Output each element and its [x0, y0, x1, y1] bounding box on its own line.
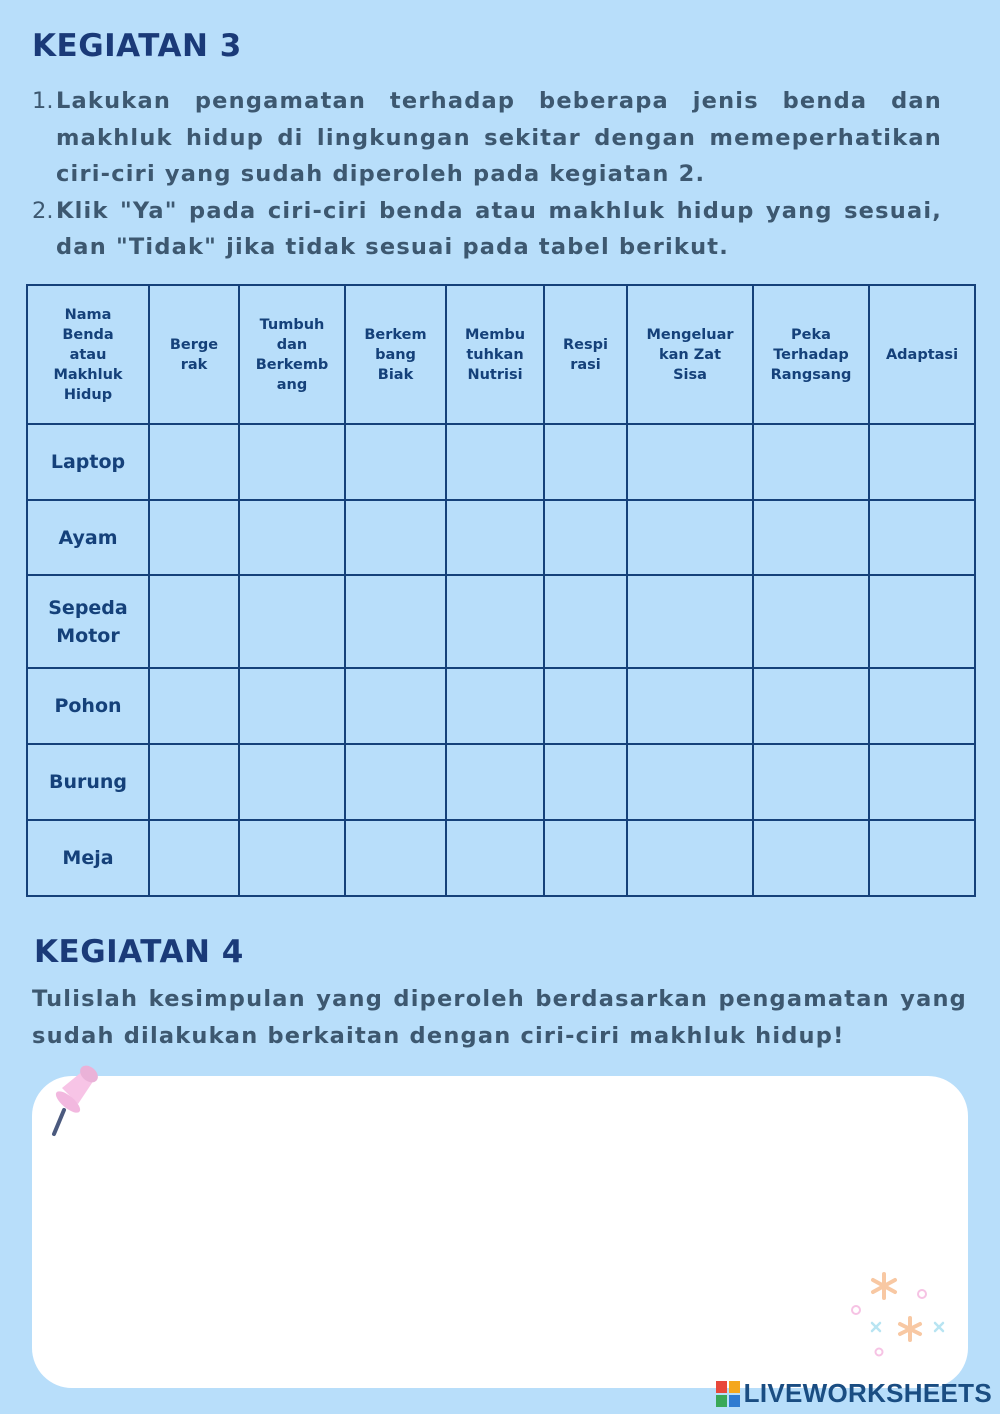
instruction-number: 2.: [32, 197, 54, 224]
header-name: Nama Benda atau Makhluk Hidup: [27, 285, 149, 424]
answer-cell[interactable]: [544, 744, 627, 820]
instruction-text: Lakukan pengamatan terhadap beberapa jenis benda dan makhluk hidup di lingkungan sekitar dengan memeperhatikan ciri-ciri yang sudah diperoleh pada kegiatan 2.: [56, 88, 942, 187]
instruction-item: [32, 83, 942, 193]
instruction-list: [32, 83, 942, 266]
row-label: Laptop: [27, 424, 149, 500]
answer-cell[interactable]: [753, 424, 869, 500]
instruction-item: [32, 193, 942, 266]
answer-cell[interactable]: [869, 820, 975, 896]
answer-cell[interactable]: [239, 744, 345, 820]
answer-cell[interactable]: [869, 668, 975, 744]
liveworksheets-logo: [716, 1378, 992, 1409]
answer-cell[interactable]: [753, 668, 869, 744]
row-label: Ayam: [27, 500, 149, 575]
answer-cell[interactable]: [446, 820, 544, 896]
header-rangsang: Peka Terhadap Rangsang: [753, 285, 869, 424]
answer-cell[interactable]: [627, 668, 753, 744]
table-row: [27, 575, 975, 668]
answer-cell[interactable]: [149, 820, 239, 896]
header-bergerak: Berge rak: [149, 285, 239, 424]
answer-cell[interactable]: [869, 424, 975, 500]
answer-cell[interactable]: [869, 575, 975, 668]
table-row: [27, 668, 975, 744]
answer-cell[interactable]: [627, 744, 753, 820]
answer-cell[interactable]: [149, 668, 239, 744]
observation-table: [26, 284, 976, 897]
header-berkembang-biak: Berkem bang Biak: [345, 285, 446, 424]
answer-cell[interactable]: [446, 500, 544, 575]
kegiatan-4-title: KEGIATAN 4: [34, 934, 244, 970]
answer-cell[interactable]: [345, 500, 446, 575]
answer-cell[interactable]: [446, 424, 544, 500]
answer-cell[interactable]: [239, 424, 345, 500]
answer-cell[interactable]: [345, 820, 446, 896]
answer-cell[interactable]: [345, 424, 446, 500]
instruction-number: 1.: [32, 88, 54, 114]
answer-cell[interactable]: [345, 575, 446, 668]
answer-cell[interactable]: [627, 820, 753, 896]
row-label: Pohon: [27, 668, 149, 744]
conclusion-answer-input[interactable]: [32, 1076, 968, 1388]
answer-cell[interactable]: [544, 500, 627, 575]
answer-cell[interactable]: [239, 668, 345, 744]
answer-cell[interactable]: [149, 424, 239, 500]
answer-cell[interactable]: [869, 744, 975, 820]
header-respirasi: Respi rasi: [544, 285, 627, 424]
row-label: Sepeda Motor: [27, 575, 149, 668]
instruction-text: Klik "Ya" pada ciri-ciri benda atau makhluk hidup yang sesuai, dan "Tidak" jika tidak sesuai pada tabel berikut.: [56, 197, 942, 260]
table-row: [27, 500, 975, 575]
header-adaptasi: Adaptasi: [869, 285, 975, 424]
answer-cell[interactable]: [869, 500, 975, 575]
sparkle-decoration-icon: [846, 1268, 956, 1358]
table-row: [27, 424, 975, 500]
answer-cell[interactable]: [149, 744, 239, 820]
answer-cell[interactable]: [753, 744, 869, 820]
brand-text: LIVEWORKSHEETS: [743, 1378, 992, 1408]
row-label: Meja: [27, 820, 149, 896]
answer-cell[interactable]: [544, 820, 627, 896]
answer-cell[interactable]: [544, 668, 627, 744]
header-zat-sisa: Mengeluar kan Zat Sisa: [627, 285, 753, 424]
answer-cell[interactable]: [446, 575, 544, 668]
answer-cell[interactable]: [627, 424, 753, 500]
answer-cell[interactable]: [544, 575, 627, 668]
answer-cell[interactable]: [239, 500, 345, 575]
header-tumbuh: Tumbuh dan Berkemb ang: [239, 285, 345, 424]
answer-cell[interactable]: [627, 575, 753, 668]
answer-cell[interactable]: [753, 575, 869, 668]
table-row: [27, 744, 975, 820]
answer-cell[interactable]: [345, 744, 446, 820]
answer-cell[interactable]: [627, 500, 753, 575]
kegiatan-4-instruction: Tulislah kesimpulan yang diperoleh berdasarkan pengamatan yang sudah dilakukan berkaitan dengan ciri-ciri makhluk hidup!: [32, 986, 967, 1049]
answer-cell[interactable]: [345, 668, 446, 744]
table-row: [27, 820, 975, 896]
answer-cell[interactable]: [753, 820, 869, 896]
answer-cell[interactable]: [239, 820, 345, 896]
header-nutrisi: Membu tuhkan Nutrisi: [446, 285, 544, 424]
answer-cell[interactable]: [149, 500, 239, 575]
answer-cell[interactable]: [239, 575, 345, 668]
liveworksheets-logo-icon: [716, 1381, 740, 1407]
row-label: Burung: [27, 744, 149, 820]
answer-cell[interactable]: [446, 668, 544, 744]
answer-cell[interactable]: [446, 744, 544, 820]
push-pin-icon: [44, 1062, 108, 1142]
answer-cell[interactable]: [753, 500, 869, 575]
answer-cell[interactable]: [544, 424, 627, 500]
answer-cell[interactable]: [149, 575, 239, 668]
kegiatan-3-title: KEGIATAN 3: [32, 28, 242, 64]
